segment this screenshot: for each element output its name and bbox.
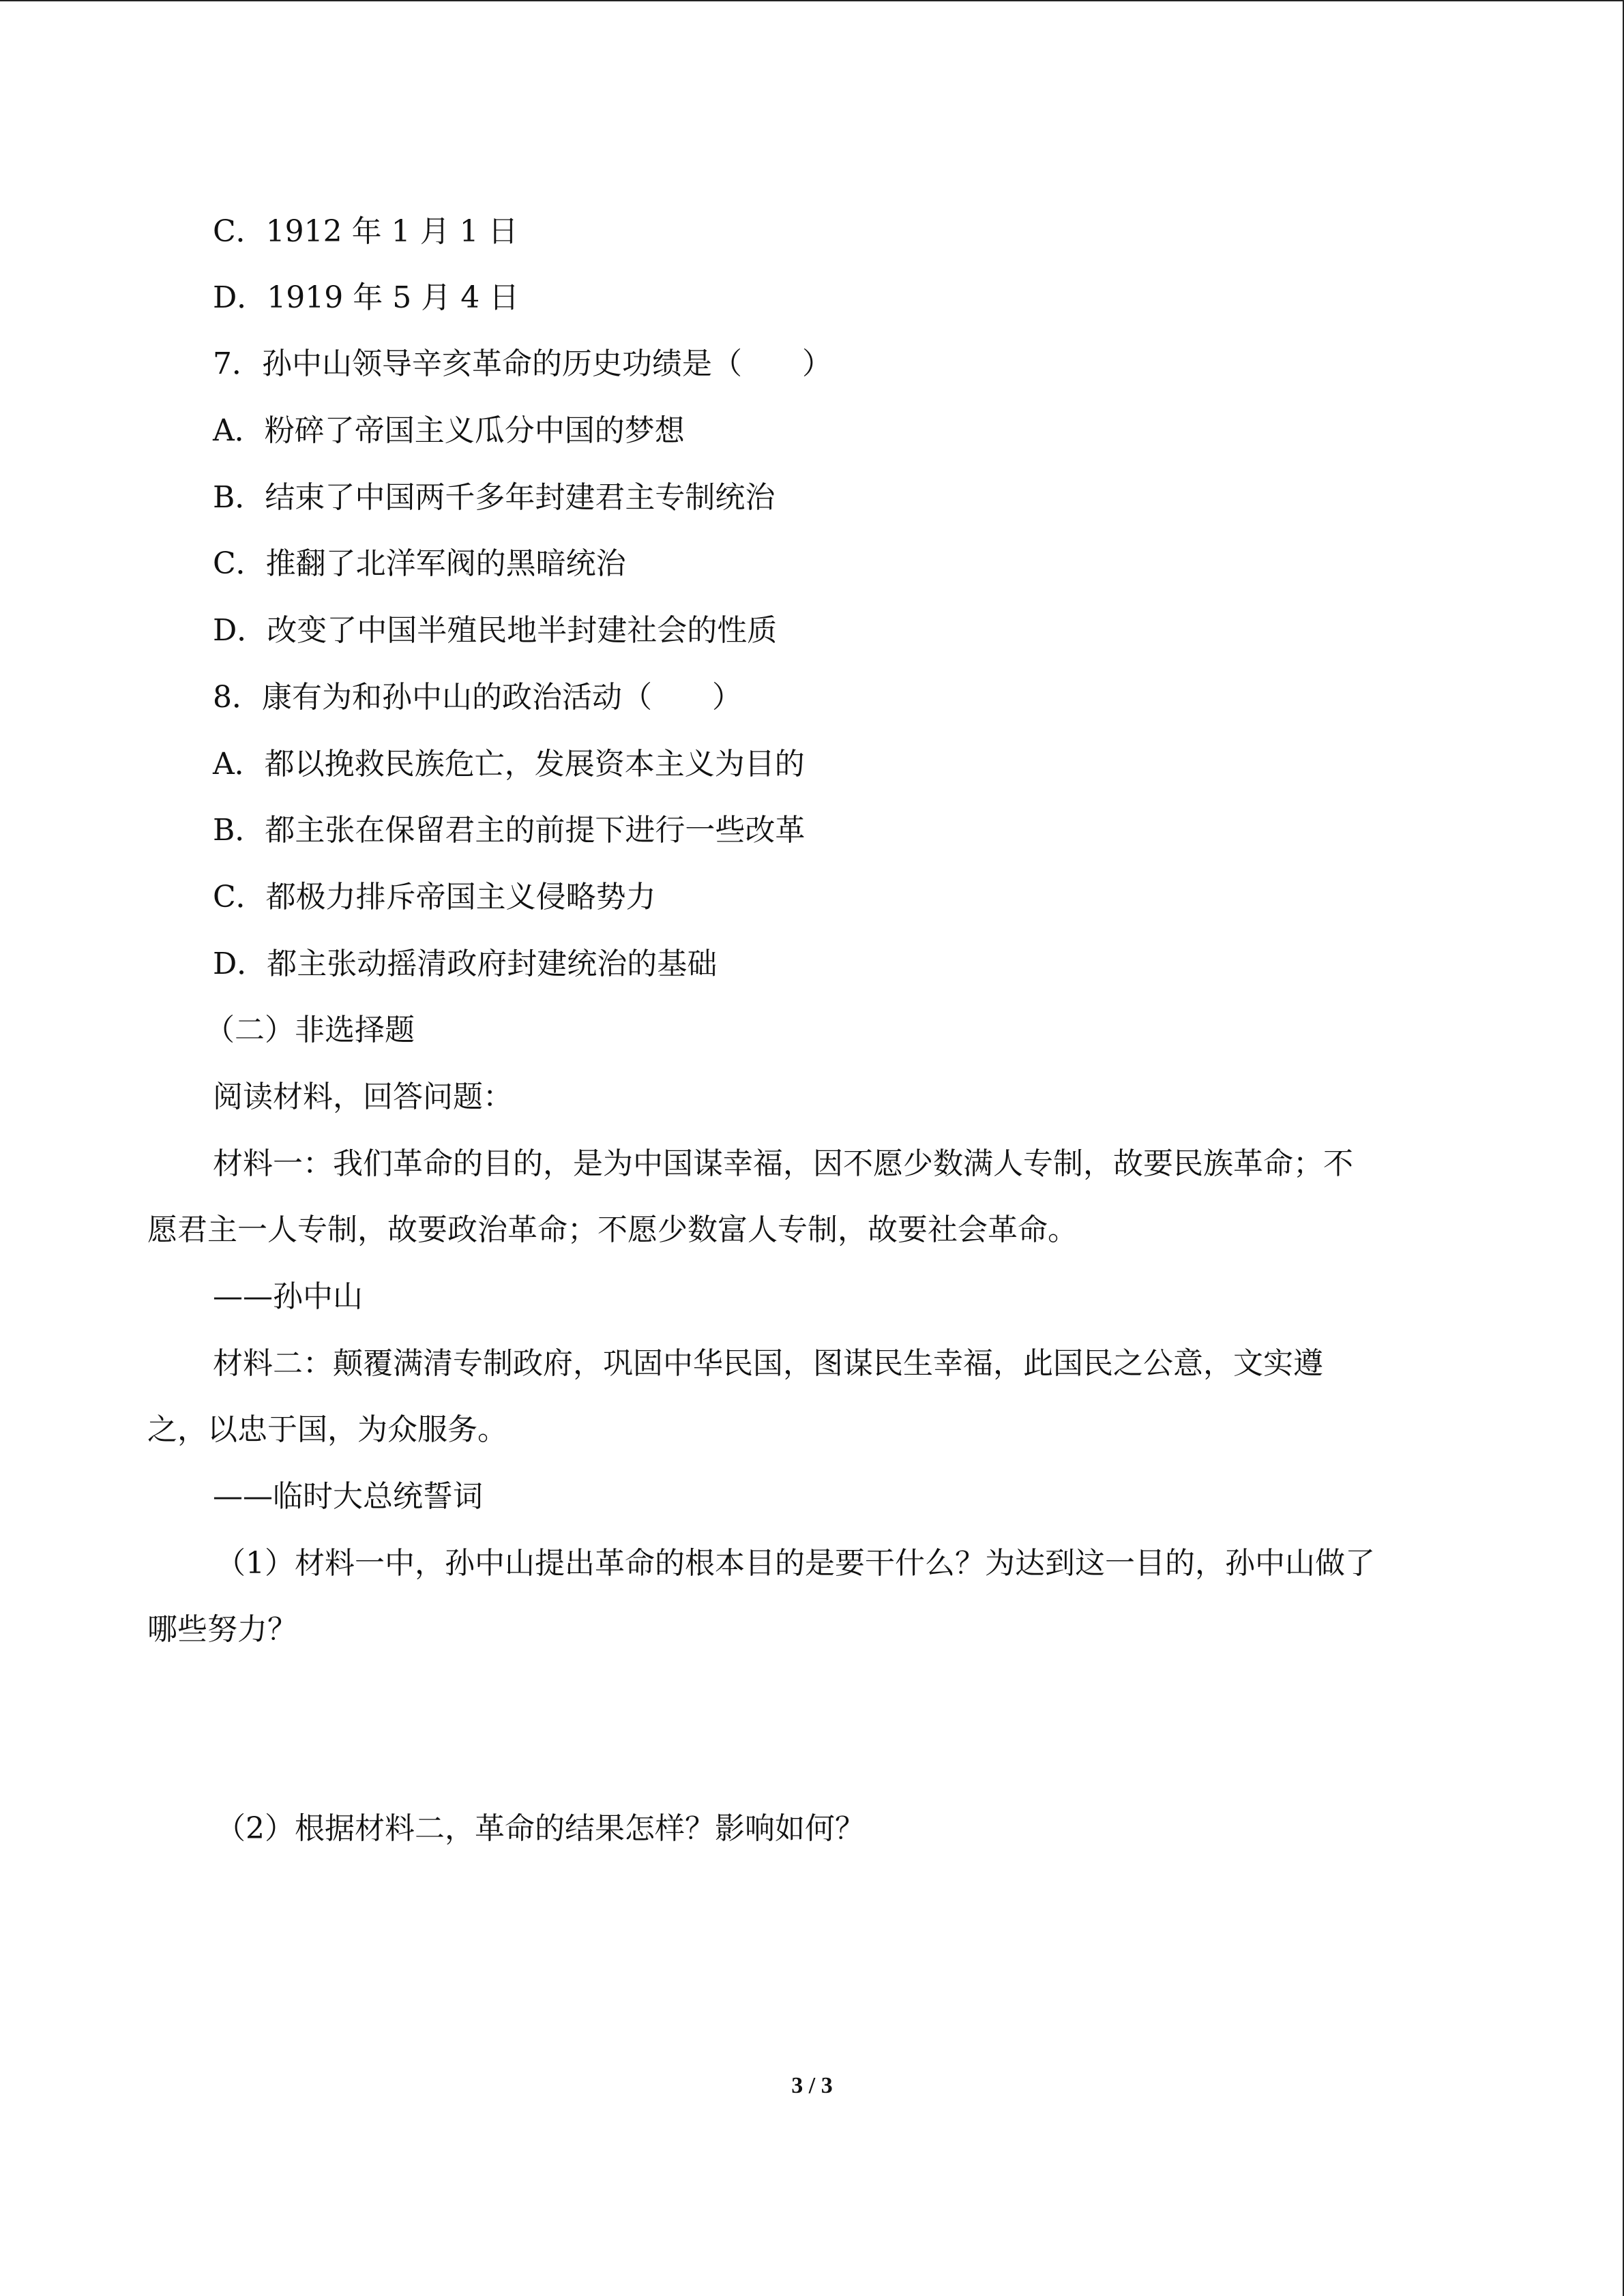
material-2-line-2: 之，以忠于国，为众服务。 bbox=[147, 1412, 507, 1447]
sub-question-1-line-1: （1）材料一中，孙中山提出革命的根本目的是要干什么？为达到这一目的，孙中山做了 bbox=[216, 1546, 1375, 1581]
instruction-text: 阅读材料，回答问题： bbox=[213, 1079, 513, 1114]
sub-question-1-line-2: 哪些努力？ bbox=[147, 1612, 297, 1647]
material-1-line-2: 愿君主一人专制，故要政治革命；不愿少数富人专制，故要社会革命。 bbox=[147, 1212, 1078, 1247]
option-d-q6: D．1919 年 5 月 4 日 bbox=[213, 280, 520, 315]
section-heading: （二）非选择题 bbox=[205, 1013, 415, 1047]
option-d-q7: D．改变了中国半殖民地半封建社会的性质 bbox=[213, 613, 778, 648]
option-c-q7: C．推翻了北洋军阀的黑暗统治 bbox=[213, 546, 626, 581]
page-number: 3 / 3 bbox=[791, 2073, 833, 2098]
option-c-q8: C．都极力排斥帝国主义侵略势力 bbox=[213, 880, 656, 914]
material-1-source: ——孙中山 bbox=[213, 1279, 363, 1314]
sub-question-2: （2）根据材料二，革命的结果怎样？影响如何？ bbox=[216, 1811, 865, 1846]
option-b-q7: B．结束了中国两千多年封建君主专制统治 bbox=[213, 480, 776, 515]
option-a-q8: A．都以挽救民族危亡，发展资本主义为目的 bbox=[213, 747, 805, 781]
option-d-q8: D．都主张动摇清政府封建统治的基础 bbox=[213, 946, 718, 981]
material-2-line-1: 材料二：颠覆满清专制政府，巩固中华民国，图谋民生幸福，此国民之公意，文实遵 bbox=[213, 1346, 1323, 1381]
question-7: 7．孙中山领导辛亥革命的历史功绩是（ ） bbox=[213, 346, 832, 381]
option-c-q6: C．1912 年 1 月 1 日 bbox=[213, 214, 518, 249]
material-1-line-1: 材料一：我们革命的目的，是为中国谋幸福，因不愿少数满人专制，故要民族革命；不 bbox=[213, 1146, 1353, 1181]
option-a-q7: A．粉碎了帝国主义瓜分中国的梦想 bbox=[213, 413, 685, 448]
option-b-q8: B．都主张在保留君主的前提下进行一些改革 bbox=[213, 813, 806, 848]
question-8: 8．康有为和孙中山的政治活动（ ） bbox=[213, 680, 742, 715]
material-2-source: ——临时大总统誓词 bbox=[213, 1479, 483, 1514]
